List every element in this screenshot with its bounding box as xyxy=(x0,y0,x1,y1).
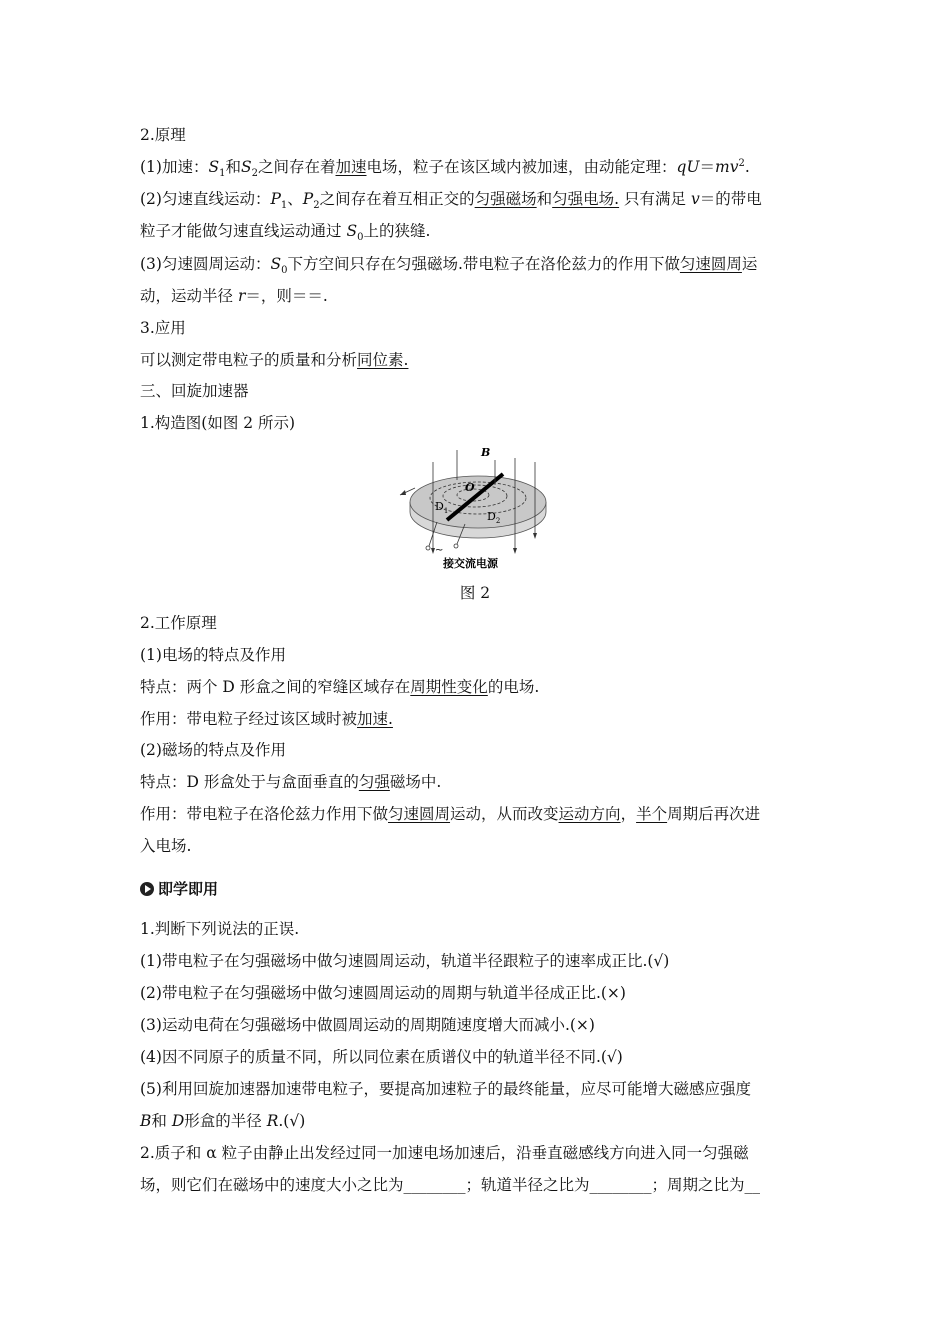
practice-question-2: 2.质子和 α 粒子由静止出发经过同一加速电场加速后，沿垂直磁感线方向进入同一匀强磁 xyxy=(140,1144,749,1162)
label-ac-source: 接交流电源 xyxy=(443,557,498,570)
practice-item-5-cont: B和 D形盒的半径 R.(√) xyxy=(140,1112,306,1130)
cyclotron-section-title: 三、回旋加速器 xyxy=(140,382,249,400)
principle-circular-motion: (3)匀速圆周运动：$S_0$下方空间只存在匀强磁场.带电粒子在洛伦兹力的作用下做匀速圆周运 xyxy=(140,255,758,277)
principle-linear-motion-cont: 粒子才能做匀速直线运动通过 $S_0$上的狭缝. xyxy=(140,222,431,244)
label-ac-symbol: ~ xyxy=(435,545,444,556)
principle-acceleration: (1)加速：$S_1$和$S_2$之间存在着加速电场，粒子在该区域内被加速，由动能定理：$qU=mv^2$. xyxy=(140,157,750,180)
magnetic-field-feature: 特点：D 形盒处于与盒面垂直的匀强磁场中. xyxy=(140,773,442,791)
electric-field-effect: 作用：带电粒子经过该区域时被加速. xyxy=(140,710,393,728)
practice-question-2-cont: 场，则它们在磁场中的速度大小之比为________；轨道半径之比为________；周期之比为__ xyxy=(140,1176,761,1194)
application-text: 可以测定带电粒子的质量和分析同位素. xyxy=(140,351,409,369)
principle-circular-motion-cont: 动，运动半径 r＝，则＝＝. xyxy=(140,287,328,305)
cyclotron-diagram xyxy=(395,440,560,570)
practice-item-4: (4)因不同原子的质量不同，所以同位素在质谱仪中的轨道半径不同.(√) xyxy=(140,1048,623,1066)
practice-question-1: 1.判断下列说法的正误. xyxy=(140,920,300,938)
magnetic-field-effect: 作用：带电粒子在洛伦兹力作用下做匀速圆周运动，从而改变运动方向，半个周期后再次进 xyxy=(140,805,761,823)
working-principle-heading: 2.工作原理 xyxy=(140,614,217,632)
magnetic-field-effect-cont: 入电场. xyxy=(140,837,192,855)
terminal-left xyxy=(426,546,430,550)
beam-exit-arrow xyxy=(400,490,406,495)
disk-top xyxy=(410,476,546,528)
application-heading: 3.应用 xyxy=(140,319,186,337)
terminal-right xyxy=(454,544,458,548)
practice-item-5: (5)利用回旋加速器加速带电粒子，要提高加速粒子的最终能量，应尽可能增大磁感应强度 xyxy=(140,1080,751,1098)
label-O: O xyxy=(465,481,475,494)
practice-section-title: 即学即用 xyxy=(140,878,218,899)
electric-field-heading: (1)电场的特点及作用 xyxy=(140,646,286,664)
construction-heading: 1.构造图(如图 2 所示) xyxy=(140,414,296,432)
electric-field-feature: 特点：两个 D 形盒之间的窄缝区域存在周期性变化的电场. xyxy=(140,678,540,696)
principle-heading: 2.原理 xyxy=(140,126,186,144)
practice-item-3: (3)运动电荷在匀强磁场中做圆周运动的周期随速度增大而减小.(×) xyxy=(140,1016,595,1034)
label-D2: $D_2$ xyxy=(487,510,501,525)
practice-item-1: (1)带电粒子在匀强磁场中做匀速圆周运动，轨道半径跟粒子的速率成正比.(√) xyxy=(140,952,670,970)
magnetic-field-heading: (2)磁场的特点及作用 xyxy=(140,741,286,759)
arrow-head-1 xyxy=(513,548,517,554)
principle-linear-motion: (2)匀速直线运动：$P_1$、$P_2$之间存在着互相正交的匀强磁场和匀强电场. 只有满足 v＝的带电 xyxy=(140,190,762,212)
practice-item-2: (2)带电粒子在匀强磁场中做匀速圆周运动的周期与轨道半径成正比.(×) xyxy=(140,984,626,1002)
figure-caption: 图 2 xyxy=(459,584,491,602)
play-icon xyxy=(140,882,154,896)
cyclotron-diagram-svg xyxy=(395,440,560,570)
label-B: B xyxy=(481,446,491,459)
label-D1: $D_1$ xyxy=(435,500,449,515)
arrow-head-2 xyxy=(533,533,537,539)
